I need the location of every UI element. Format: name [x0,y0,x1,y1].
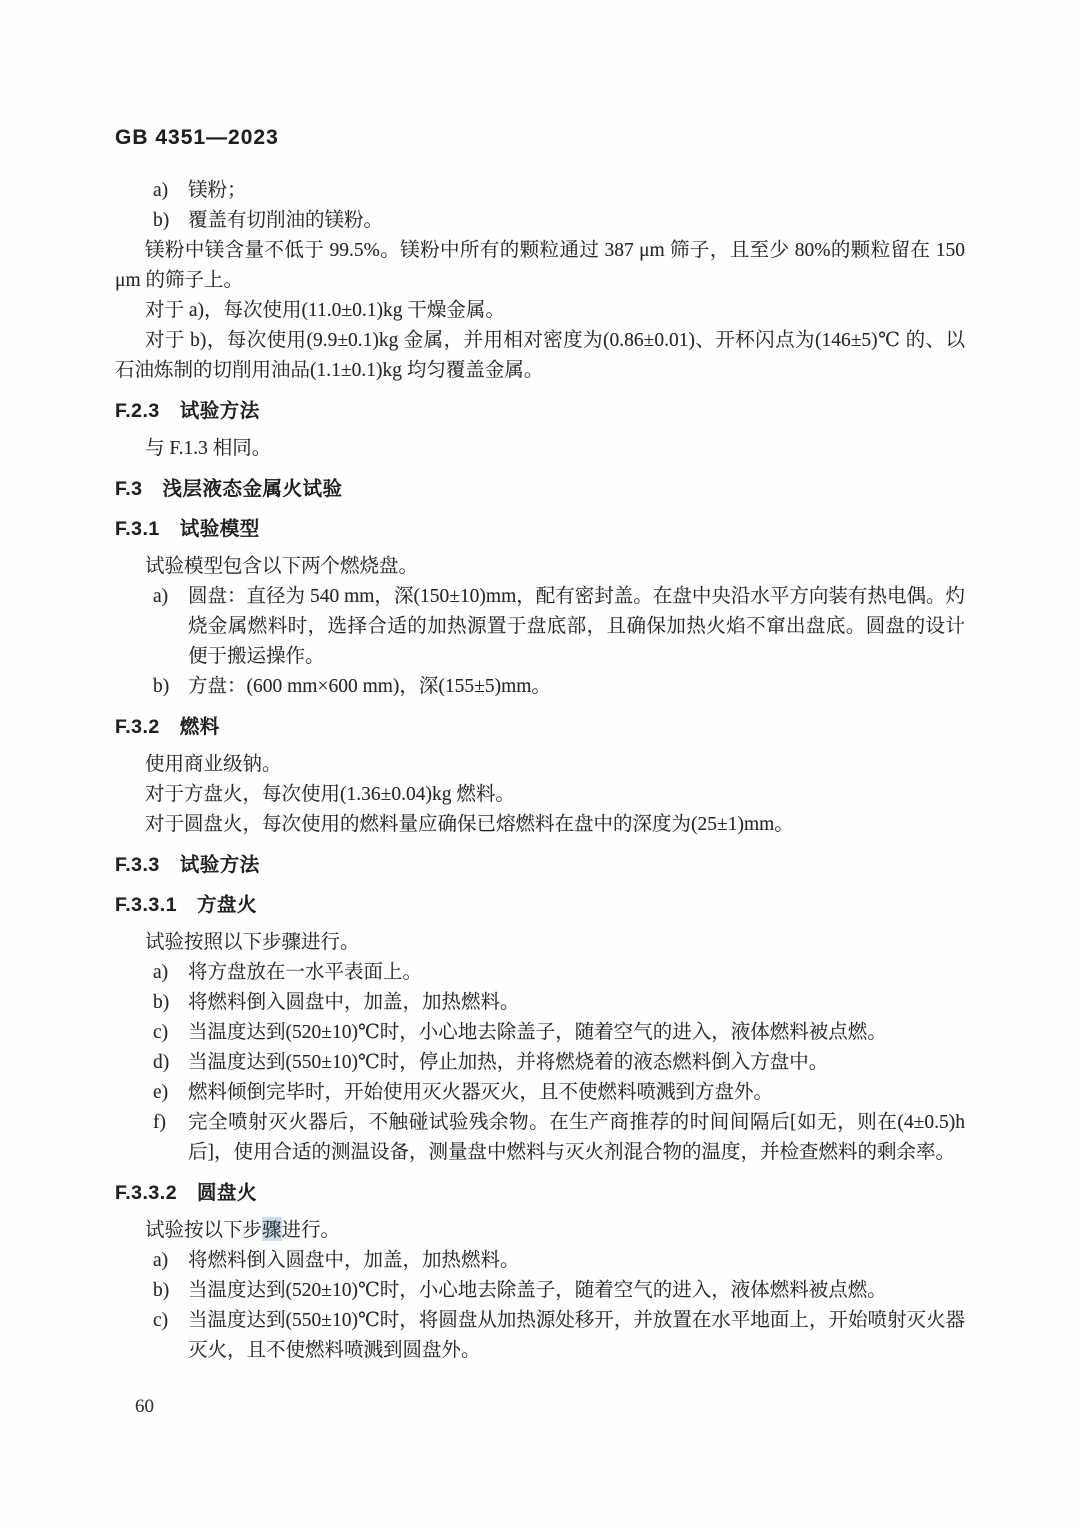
list-item-fuel-a [115,176,965,206]
heading-title: 方盘火 [197,894,258,916]
list-marker: a) [153,962,169,983]
list-text: 完全喷射灭火器后，不触碰试验残余物。在生产商推荐的时间间隔后[如无，则在(4±0.5)h 后]，使用合适的测温设备，测量盘中燃料与灭火剂混合物的温度，并检查燃料的剩余率。 [188,1112,965,1163]
step-square-e [115,1078,965,1108]
list-marker: b) [153,210,170,231]
step-square-f [115,1108,965,1168]
heading-title: 圆盘火 [197,1182,258,1204]
list-marker: b) [153,992,170,1013]
paragraph-same-as-f13: 与 F.1.3 相同。 [145,438,272,459]
paragraph-steps-intro-round [115,1216,965,1246]
list-marker: a) [153,586,169,607]
paragraph-magnesium-purity: 镁粉中镁含量不低于 99.5%。镁粉中所有的颗粒通过 387 μm 筛子，且至少 80%的颗粒留在 150 μm 的筛子上。 [115,240,965,291]
list-text: 覆盖有切削油的镁粉。 [188,210,384,231]
list-text: 方盘：(600 mm×600 mm)，深(155±5)mm。 [188,676,551,697]
list-marker: c) [153,1310,169,1331]
paragraph-steps-intro-square: 试验按照以下步骤进行。 [145,932,360,953]
heading-f33 [115,850,965,880]
paragraph-dry-metal: 对于 a)，每次使用(11.0±0.1)kg 干燥金属。 [145,300,505,321]
heading-f3 [115,474,965,504]
heading-title: 试验方法 [179,854,260,876]
list-text: 将方盘放在一水平表面上。 [188,962,423,983]
list-text: 镁粉； [188,180,247,201]
step-square-d [115,1048,965,1078]
step-square-c [115,1018,965,1048]
heading-label: F.3.2 [115,716,160,738]
list-text: 当温度达到(550±10)℃时，停止加热，并将燃烧着的液态燃料倒入方盘中。 [188,1052,829,1073]
heading-f332 [115,1178,965,1208]
list-item-fuel-b [115,206,965,236]
paragraph-sodium: 使用商业级钠。 [145,754,282,775]
page-number: 60 [135,1396,154,1417]
list-item-round-pan [115,582,965,672]
heading-label: F.3.3.1 [115,894,178,916]
list-text: 将燃料倒入圆盘中，加盖，加热燃料。 [188,1250,520,1271]
list-text: 燃料倾倒完毕时，开始使用灭火器灭火，且不使燃料喷溅到方盘外。 [188,1082,774,1103]
step-round-b [115,1276,965,1306]
step-round-a [115,1246,965,1276]
list-marker: b) [153,676,170,697]
heading-label: F.2.3 [115,400,160,422]
paragraph-round-pan-fuel: 对于圆盘火，每次使用的燃料量应确保已熔燃料在盘中的深度为(25±1)mm。 [145,814,794,835]
heading-title: 试验模型 [179,518,260,540]
list-marker: a) [153,180,169,201]
intro-text-pre: 试验按以下步 [145,1220,263,1241]
heading-title: 燃料 [179,716,220,738]
heading-title: 试验方法 [179,400,260,422]
intro-text-post: 进行。 [281,1220,341,1241]
list-text: 圆盘：直径为 540 mm，深(150±10)mm，配有密封盖。在盘中央沿水平方向装有热电偶。灼烧金属燃料时，选择合适的加热源置于盘底部，且确保加热火焰不窜出盘底。圆盘的设计便于搬运操作。 [188,586,965,667]
paragraph-cutting-oil: 对于 b)，每次使用(9.9±0.1)kg 金属，并用相对密度为(0.86±0.01)、开杯闪点为(146±5)℃ 的、以石油炼制的切削用油品(1.1±0.1)kg 均匀覆盖金属。 [115,330,965,381]
paragraph-model-intro: 试验模型包含以下两个燃烧盘。 [145,556,419,577]
step-square-a [115,958,965,988]
step-square-b [115,988,965,1018]
list-text: 当温度达到(550±10)℃时，将圆盘从加热源处移开，并放置在水平地面上，开始喷射灭火器灭火，且不使燃料喷溅到圆盘外。 [188,1310,965,1361]
heading-label: F.3.1 [115,518,160,540]
list-item-square-pan [115,672,965,702]
heading-f23 [115,396,965,426]
heading-label: F.3 [115,478,143,500]
highlighted-character: 骤 [262,1220,282,1241]
heading-f32 [115,712,965,742]
paragraph-square-pan-fuel: 对于方盘火，每次使用(1.36±0.04)kg 燃料。 [145,784,515,805]
doc-number: GB 4351—2023 [115,126,279,149]
list-marker: d) [153,1052,170,1073]
heading-title: 浅层液态金属火试验 [162,478,343,500]
heading-f31 [115,514,965,544]
list-text: 当温度达到(520±10)℃时，小心地去除盖子，随着空气的进入，液体燃料被点燃。 [188,1022,887,1043]
list-text: 将燃料倒入圆盘中，加盖，加热燃料。 [188,992,520,1013]
list-marker: c) [153,1022,169,1043]
list-marker: e) [153,1082,169,1103]
list-marker: a) [153,1250,169,1271]
heading-f331 [115,890,965,920]
heading-label: F.3.3.2 [115,1182,178,1204]
list-text: 当温度达到(520±10)℃时，小心地去除盖子，随着空气的进入，液体燃料被点燃。 [188,1280,887,1301]
heading-label: F.3.3 [115,854,160,876]
list-marker: f) [153,1112,166,1133]
step-round-c [115,1306,965,1366]
list-marker: b) [153,1280,170,1301]
